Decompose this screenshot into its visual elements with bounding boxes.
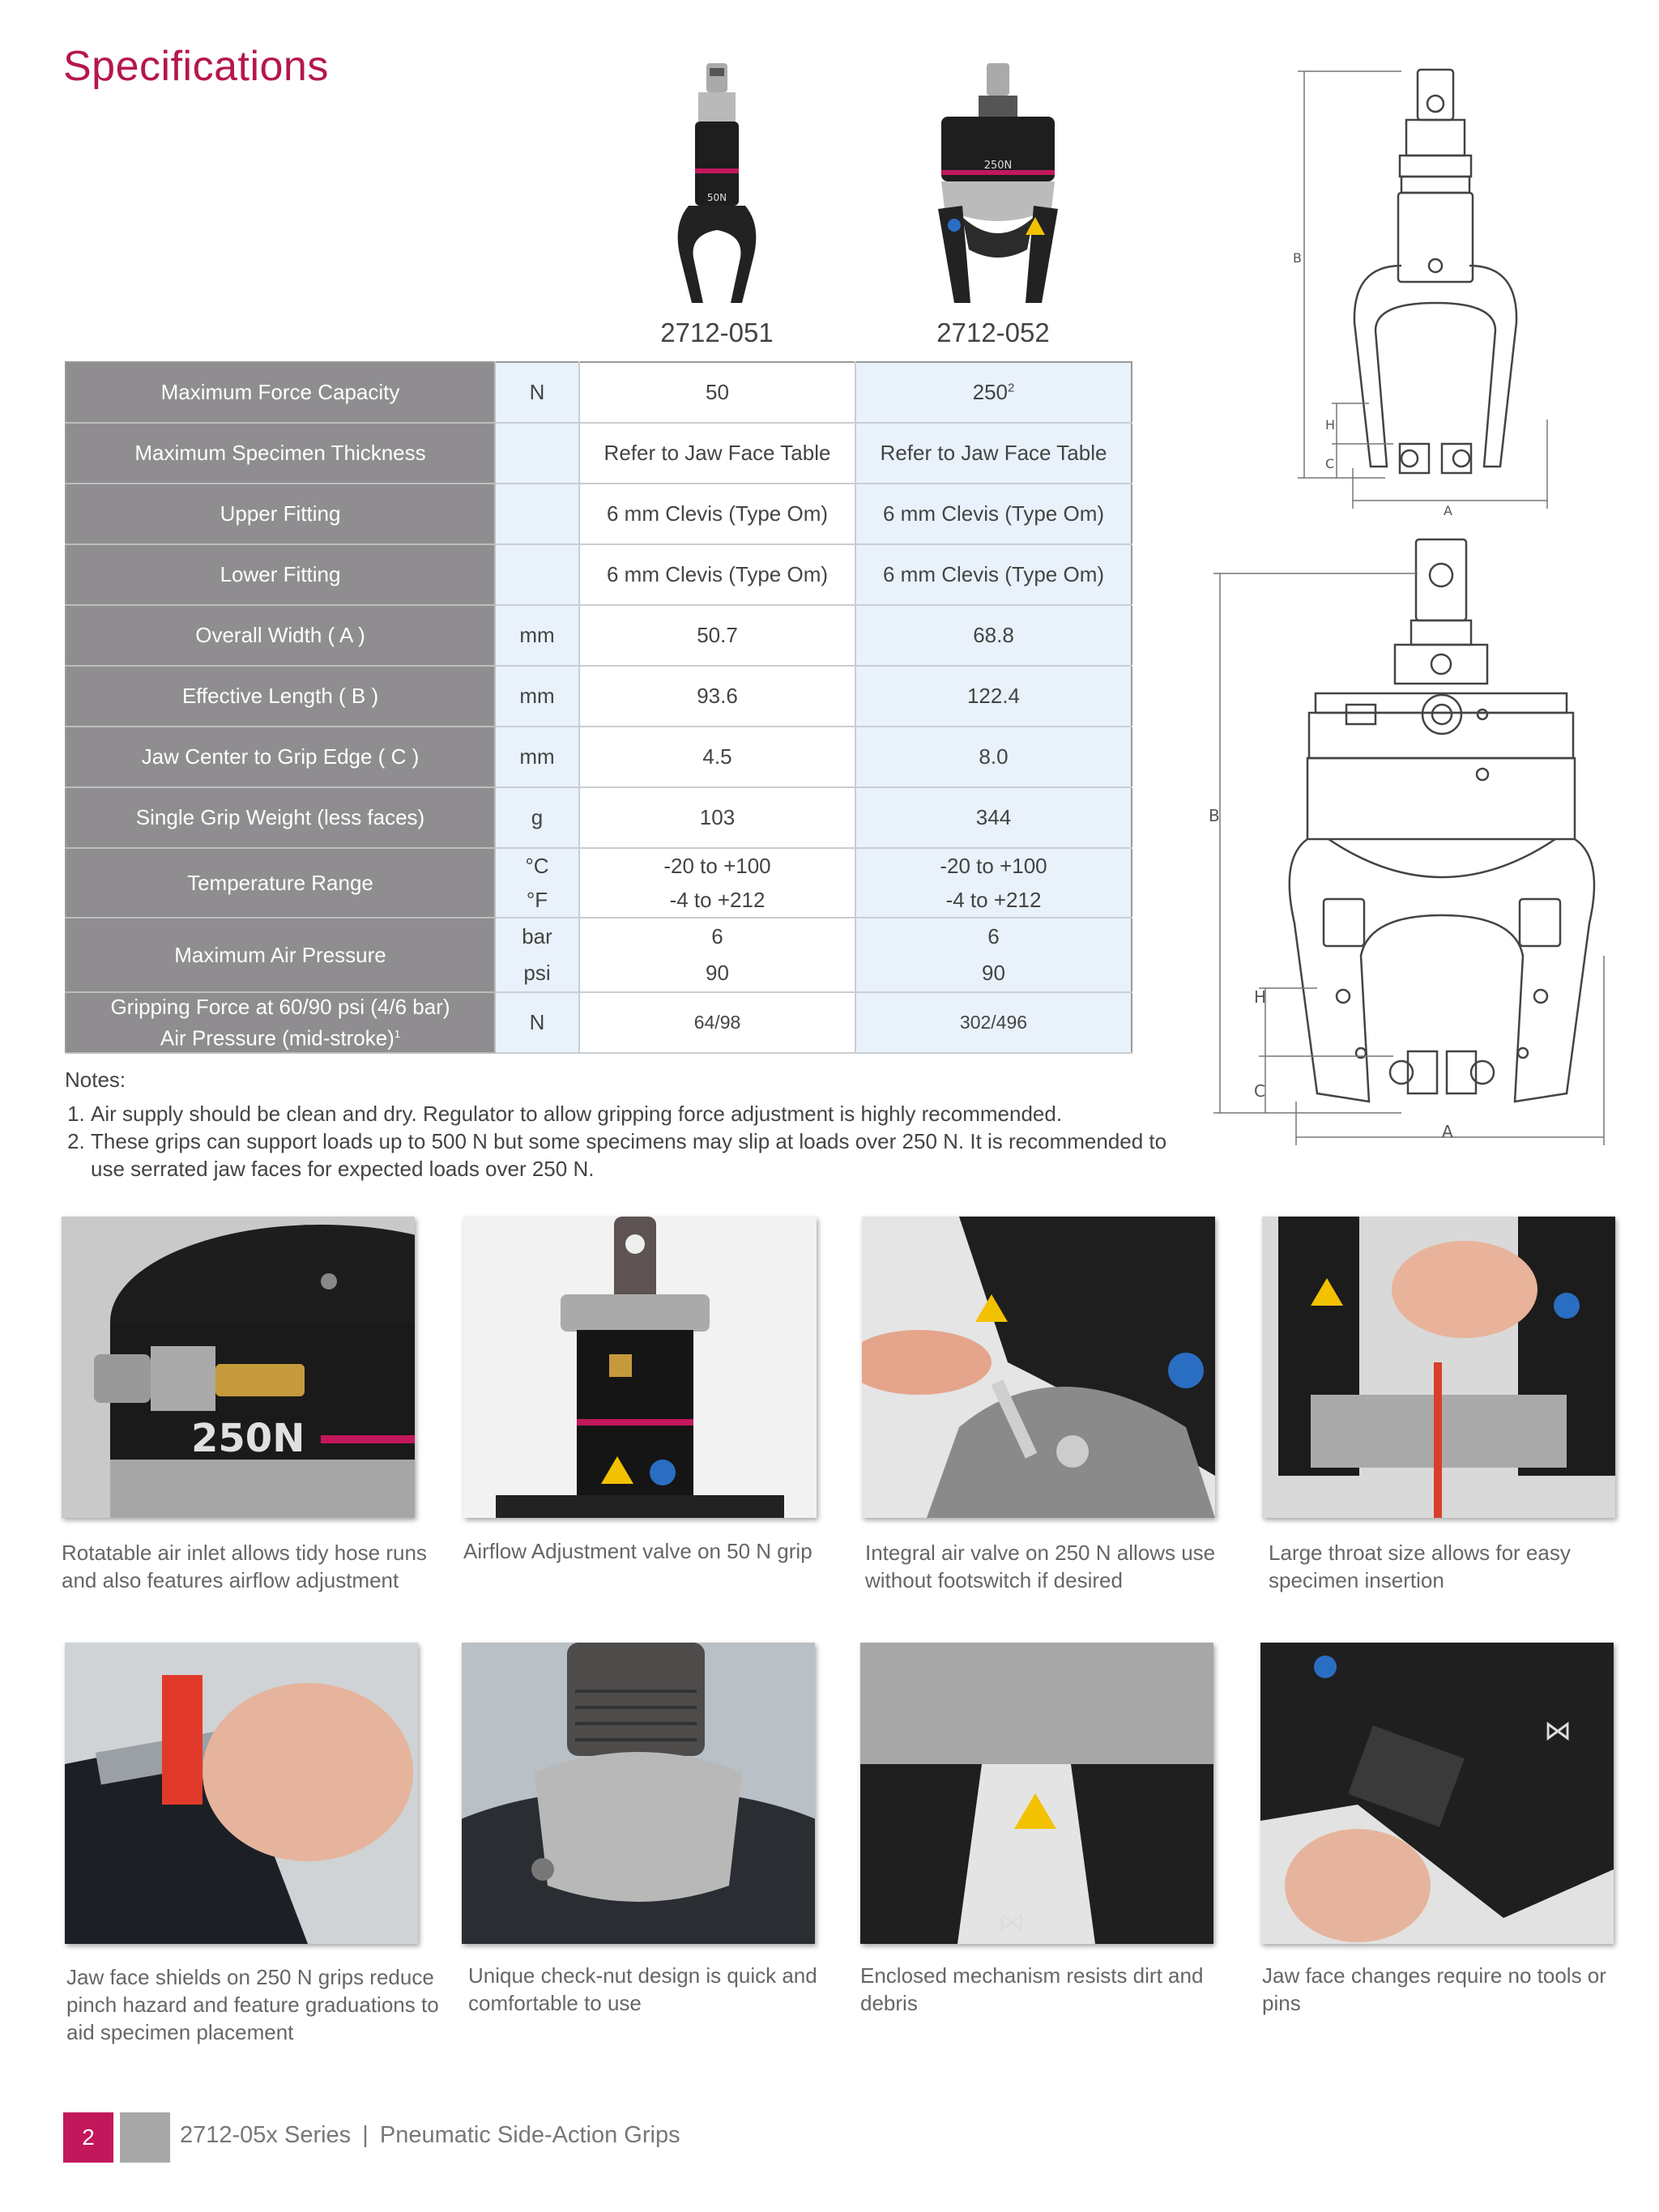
value-2712-052: 122.4 [855, 666, 1132, 727]
row-unit: mm [495, 605, 579, 666]
value-2712-052: 6 mm Clevis (Type Om) [855, 484, 1132, 544]
value-2712-051: 90 [579, 955, 855, 992]
product-label-2712-052: 2712-052 [936, 318, 1050, 347]
row-unit: °F [495, 883, 579, 918]
value-2712-051: 6 [711, 924, 723, 948]
value-2712-052: 8.0 [855, 727, 1132, 787]
row-label: Jaw Center to Grip Edge ( C ) [66, 727, 495, 787]
value-2712-051: 4.5 [579, 727, 855, 787]
dimension-label-c: C [1325, 456, 1335, 471]
footer-subtitle: Pneumatic Side-Action Grips [379, 2122, 680, 2148]
row-unit [495, 484, 579, 544]
footnote-marker: 2 [1008, 381, 1015, 395]
dimension-drawing-2712-051 [1280, 63, 1555, 517]
row-unit: N [495, 362, 579, 423]
table-row [66, 787, 1132, 848]
table-row [66, 362, 1132, 423]
note-item: 1. Air supply should be clean and dry. Regulator to allow gripping force adjustment is highly recommended. [91, 1100, 1183, 1127]
value-2712-051: 50 [579, 362, 855, 423]
table-row [66, 484, 1132, 544]
row-unit: mm [495, 727, 579, 787]
photo-caption: Jaw face shields on 250 N grips reduce pinch hazard and feature graduations to aid specimen placement [66, 1965, 439, 2044]
footer-grey-block [120, 2112, 170, 2163]
photo-integral-valve [862, 1217, 1215, 1518]
photo-check-nut [462, 1643, 815, 1944]
dimension-label-a: A [1442, 1122, 1453, 1141]
value-2712-051: 64/98 [579, 992, 855, 1053]
value-2712-052: 344 [855, 787, 1132, 848]
notes-list [65, 1100, 1183, 1183]
specifications-table [65, 361, 1132, 1054]
value-2712-051: 50.7 [579, 605, 855, 666]
photo-large-throat [1262, 1217, 1615, 1518]
row-label: Effective Length ( B ) [66, 666, 495, 727]
row-label: Lower Fitting [66, 544, 495, 605]
row-unit: g [495, 787, 579, 848]
row-unit: bar [495, 918, 579, 955]
row-label: Gripping Force at 60/90 psi (4/6 bar) Air Pressure (mid-stroke)$^1$ [66, 992, 495, 1053]
dimension-label-h: H [1325, 417, 1336, 433]
value-2712-052: 6 [855, 918, 1132, 955]
photo-caption: Enclosed mechanism resists dirt and debris [860, 1963, 1204, 2015]
svg-text:⋈: ⋈ [998, 1906, 1026, 1938]
value-2712-051: 103 [579, 787, 855, 848]
value-2712-052: 68.8 [855, 605, 1132, 666]
notes-heading: Notes: [65, 1068, 126, 1092]
value-2712-052: $250^2$ [855, 362, 1132, 423]
table-row [66, 423, 1132, 484]
photo-caption: Airflow Adjustment valve on 50 N grip [463, 1539, 812, 1563]
photo-airflow-valve [463, 1217, 817, 1518]
table-row [66, 544, 1132, 605]
product-badge-2712-051: 50N [706, 192, 727, 203]
value-2712-051: -4 to +212 [579, 883, 855, 918]
value-2712-052: -4 to +212 [855, 883, 1132, 918]
row-unit: psi [495, 955, 579, 992]
value-2712-052: 90 [855, 955, 1132, 992]
table-row [66, 727, 1132, 787]
table-row-pressure-bar [66, 918, 1132, 955]
product-image-2712-051 [656, 63, 778, 306]
row-label: Overall Width ( A ) [66, 605, 495, 666]
row-label: Maximum Specimen Thickness [66, 423, 495, 484]
photo-enclosed-mechanism [860, 1643, 1213, 1944]
value-2712-052: -20 to +100 [855, 848, 1132, 883]
table-row [66, 605, 1132, 666]
table-row [66, 992, 1132, 1053]
photo-caption: Unique check-nut design is quick and comfortable to use [468, 1963, 817, 2015]
table-row-temperature-c [66, 848, 1132, 883]
row-unit: °C [495, 848, 579, 883]
dimension-label-a: A [1444, 503, 1452, 517]
row-label: Single Grip Weight (less faces) [66, 787, 495, 848]
value-2712-052: Refer to Jaw Face Table [855, 423, 1132, 484]
value-2712-051: -20 to +100 [663, 853, 771, 878]
dimension-label-c: C [1254, 1081, 1265, 1101]
note-item: 2. These grips can support loads up to 500 N but some specimens may slip at loads over 250 N. It is recommended to use serrated jaw faces for expected loads over 250 N. [91, 1127, 1183, 1183]
footer-series: 2712-05x Series [180, 2122, 352, 2148]
photo-caption: Integral air valve on 250 N allows use without footswitch if desired [865, 1541, 1216, 1592]
photo-jaw-shields [65, 1643, 418, 1944]
svg-text:⋈: ⋈ [1544, 1715, 1572, 1747]
dimension-drawing-2712-052 [1207, 535, 1612, 1150]
dimension-label-h: H [1254, 987, 1267, 1007]
photo-jaw-face-change [1260, 1643, 1614, 1944]
value-2712-051: 93.6 [579, 666, 855, 727]
row-label: Maximum Force Capacity [66, 362, 495, 423]
footer-series-title [180, 2122, 680, 2149]
photo-caption: Large throat size allows for easy specimen insertion [1269, 1541, 1571, 1592]
footer-separator: | [362, 2122, 369, 2148]
row-label: Temperature Range [66, 848, 495, 918]
row-unit: mm [495, 666, 579, 727]
photo-caption: Jaw face changes require no tools or pins [1262, 1963, 1606, 2015]
row-unit [495, 544, 579, 605]
footnote-marker: 1 [394, 1028, 401, 1040]
value-2712-051: Refer to Jaw Face Table [579, 423, 855, 484]
row-unit: N [495, 992, 579, 1053]
row-label: Upper Fitting [66, 484, 495, 544]
product-image-2712-052 [930, 63, 1066, 306]
photo-badge: 250N [191, 1416, 305, 1461]
notes [65, 1066, 1183, 1183]
dimension-label-b: B [1209, 806, 1220, 825]
product-label-2712-051: 2712-051 [660, 318, 774, 347]
row-label: Maximum Air Pressure [66, 918, 495, 992]
dimension-label-b: B [1293, 250, 1302, 266]
photo-caption: Rotatable air inlet allows tidy hose runs and also features airflow adjustment [62, 1541, 427, 1592]
table-row [66, 666, 1132, 727]
value-2712-052: 6 mm Clevis (Type Om) [855, 544, 1132, 605]
photo-air-inlet [62, 1217, 415, 1518]
value-2712-051: 6 mm Clevis (Type Om) [579, 544, 855, 605]
page-title: Specifications [63, 43, 329, 90]
value-2712-052: 302/496 [855, 992, 1132, 1053]
value-2712-051: 6 mm Clevis (Type Om) [579, 484, 855, 544]
page-number: 2 [63, 2112, 113, 2163]
product-badge-2712-052: 250N [983, 160, 1013, 172]
row-unit [495, 423, 579, 484]
